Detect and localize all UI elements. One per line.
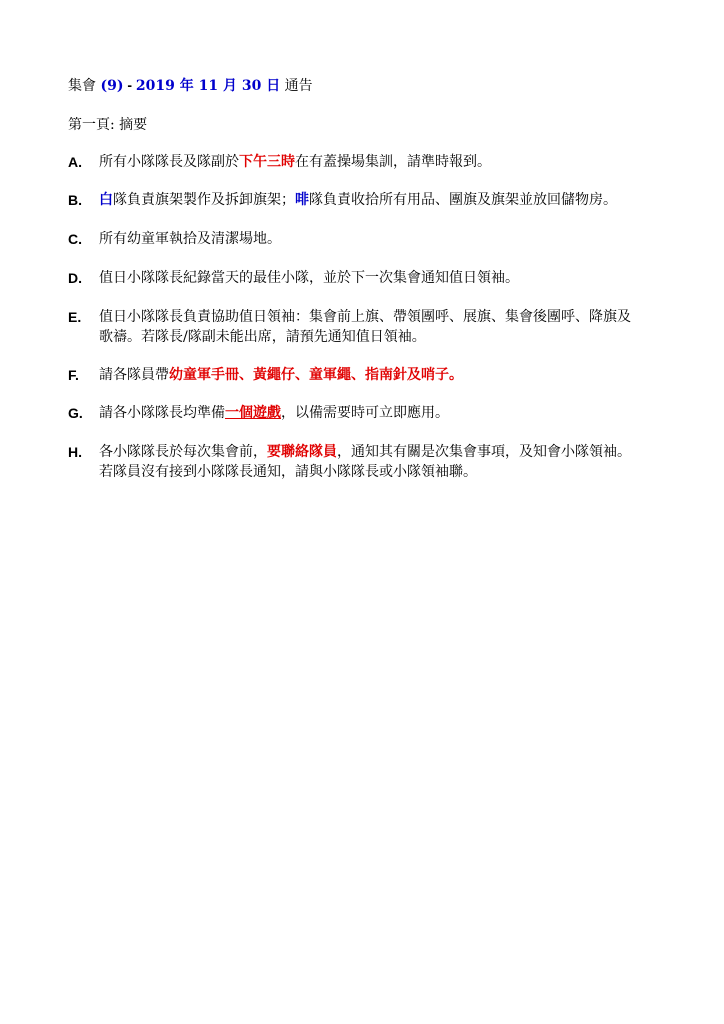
title-dash: -	[123, 77, 136, 93]
highlight-blue: 啡	[295, 192, 309, 208]
highlight-blue: 白	[99, 192, 113, 208]
text-segment: 請各小隊隊長均準備	[99, 405, 225, 421]
text-segment: ，通知其有關是次集會事項，及知會小隊領袖。若隊員沒有接到小隊隊長通知，請與小隊隊長或小隊領袖聯。	[99, 444, 631, 480]
title-prefix: 集會	[68, 78, 101, 94]
text-segment: 隊負責旗架製作及拆卸旗架；	[113, 192, 295, 208]
highlight-red: 下午三時	[239, 154, 295, 170]
item-text	[99, 442, 644, 482]
item-text	[99, 365, 644, 385]
highlight-red-underlined: 一個遊戲	[225, 405, 281, 421]
text-segment: 各小隊隊長於每次集會前，	[99, 444, 267, 460]
item-text: 值日小隊隊長負責協助值日領袖：集會前上旗、帶領團呼、展旗、集會後團呼、降旗及歌禱。若隊長/隊副未能出席，請預先通知值日領袖。	[99, 309, 631, 345]
item-text: 所有幼童軍執拾及清潔場地。	[99, 231, 281, 247]
text-segment: 所有小隊隊長及隊副於	[99, 154, 239, 170]
item-letter: G.	[68, 405, 83, 421]
title-suffix: 通告	[280, 78, 313, 94]
item-letter: A.	[68, 154, 82, 170]
meeting-number: (9)	[100, 78, 124, 94]
item-letter: D.	[68, 270, 82, 286]
item-letter: B.	[68, 192, 82, 208]
item-text	[99, 403, 644, 423]
highlight-red: 幼童軍手冊、黃繩仔、童軍繩、指南針及哨子。	[169, 367, 463, 383]
item-letter: C.	[68, 231, 82, 247]
meeting-date: 2019 年 11 月 30 日	[135, 78, 281, 94]
item-text: 值日小隊隊長紀錄當天的最佳小隊，並於下一次集會通知值日領袖。	[99, 270, 519, 286]
text-segment: ，以備需要時可立即應用。	[281, 405, 449, 421]
highlight-red: 要聯絡隊員	[267, 444, 337, 460]
text-segment: 隊負責收拾所有用品、團旗及旗架並放回儲物房。	[309, 192, 617, 208]
item-letter: E.	[68, 309, 82, 325]
text-segment: 在有蓋操場集訓，請準時報到。	[295, 154, 491, 170]
item-letter: H.	[68, 444, 82, 460]
notice-title	[68, 76, 313, 95]
text-segment: 請各隊員帶	[99, 367, 169, 383]
item-letter: F.	[68, 367, 79, 383]
page-subtitle: 第一頁: 摘要	[68, 117, 148, 133]
item-text	[99, 152, 644, 172]
item-text	[99, 190, 644, 210]
